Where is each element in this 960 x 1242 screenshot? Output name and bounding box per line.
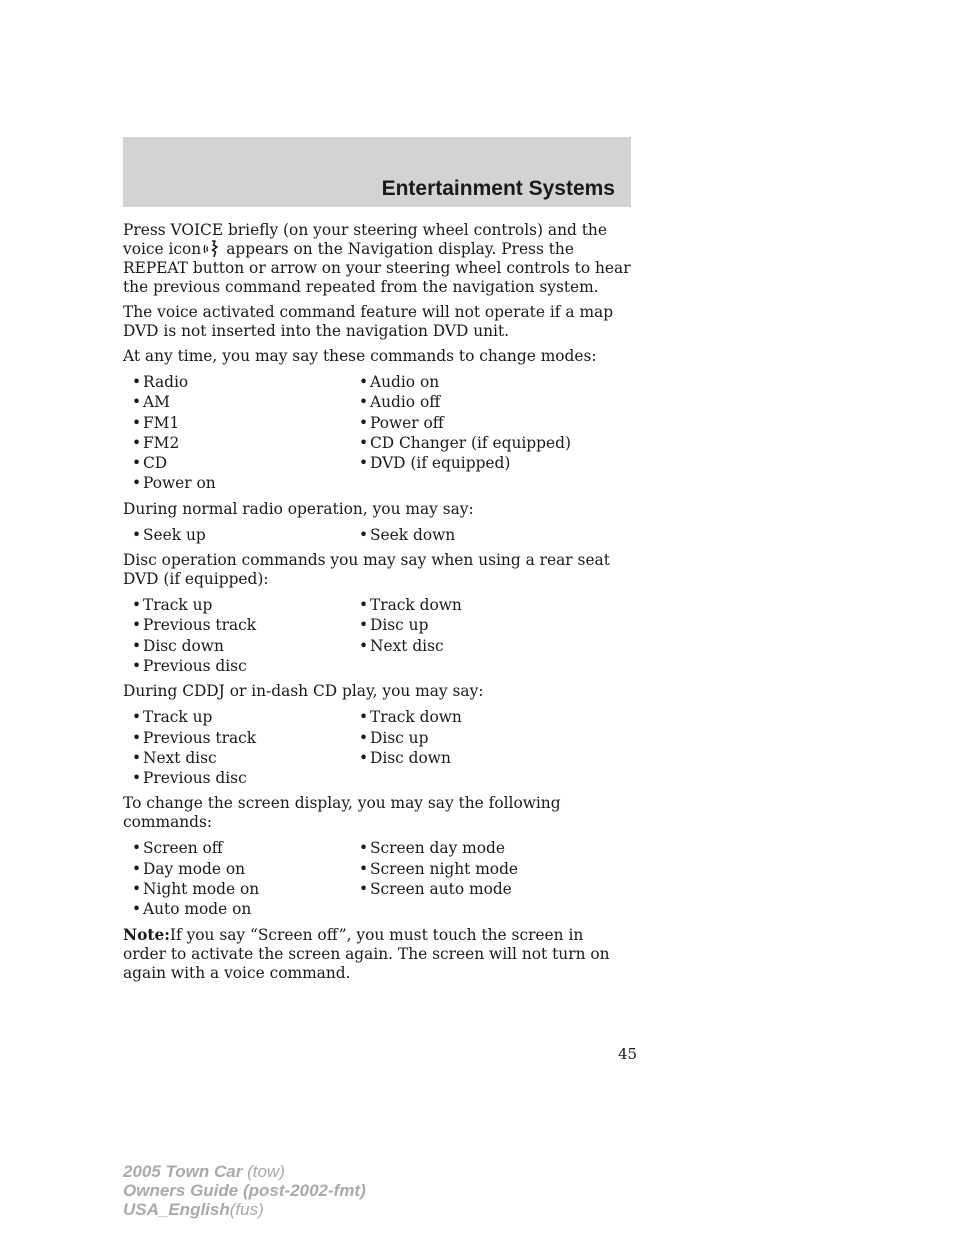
intro-text-after-icon: appears on the Navigation display. Press the REPEAT button or arrow on your steering wheel controls to hear the previous command repeated from the navigation system. xyxy=(123,240,631,296)
bullet-marker: • xyxy=(132,728,142,747)
list-item xyxy=(350,728,610,748)
rear-dvd-commands-list xyxy=(123,595,631,676)
list-item xyxy=(123,636,350,656)
bullet-marker: • xyxy=(359,525,369,544)
footer-line-guide xyxy=(123,1181,366,1200)
list-item xyxy=(123,525,350,545)
list-item-text: Track down xyxy=(370,596,462,615)
list-item xyxy=(350,595,610,615)
list-item-text: Screen off xyxy=(143,839,223,858)
bullet-marker: • xyxy=(132,900,142,919)
list-item xyxy=(123,859,350,879)
list-item xyxy=(350,707,610,727)
bullet-marker: • xyxy=(132,769,142,788)
bullet-marker: • xyxy=(359,839,369,858)
footer-line-model xyxy=(123,1162,366,1181)
bullet-marker: • xyxy=(359,708,369,727)
footer-guide: Owners Guide (post-2002-fmt) xyxy=(123,1181,366,1200)
radio-commands-intro: During normal radio operation, you may say: xyxy=(123,499,474,518)
list-item-text: Audio off xyxy=(370,393,441,412)
list-item-text: Next disc xyxy=(143,748,217,767)
list-item-text: DVD (if equipped) xyxy=(370,454,511,473)
list-item-text: Track up xyxy=(143,708,213,727)
screen-commands-left xyxy=(123,838,350,919)
page-content xyxy=(123,221,631,989)
cddj-commands-right xyxy=(350,707,610,788)
list-item xyxy=(350,859,610,879)
footer-model-code: (tow) xyxy=(247,1162,285,1181)
list-item xyxy=(123,392,350,412)
list-item-text: Disc up xyxy=(370,616,429,635)
list-item xyxy=(123,899,350,919)
list-item xyxy=(350,879,610,899)
list-item-text: Night mode on xyxy=(143,880,260,899)
mode-commands-right xyxy=(350,372,610,494)
list-item xyxy=(123,433,350,453)
intro-paragraph-modes: At any time, you may say these commands to change modes: xyxy=(123,347,597,365)
bullet-marker: • xyxy=(132,525,142,544)
list-item-text: Previous track xyxy=(143,616,257,635)
radio-commands-right xyxy=(350,525,610,545)
bullet-marker: • xyxy=(132,708,142,727)
list-item xyxy=(350,525,610,545)
footer-model: 2005 Town Car xyxy=(123,1162,243,1181)
list-item-text: Seek up xyxy=(143,525,206,544)
bullet-marker: • xyxy=(132,656,142,675)
bullet-marker: • xyxy=(359,373,369,391)
mode-commands-left xyxy=(123,372,350,494)
list-item-text: Screen auto mode xyxy=(370,880,512,899)
screen-commands-right xyxy=(350,838,610,919)
list-item xyxy=(123,707,350,727)
intro-paragraph-voice xyxy=(123,221,631,297)
list-item xyxy=(123,768,350,788)
bullet-marker: • xyxy=(132,413,142,432)
list-item-text: Disc down xyxy=(143,636,224,655)
bullet-marker: • xyxy=(359,748,369,767)
bullet-marker: • xyxy=(132,636,142,655)
bullet-marker: • xyxy=(132,596,142,615)
bullet-marker: • xyxy=(132,859,142,878)
list-item-text: Power on xyxy=(143,474,216,493)
list-item xyxy=(350,453,610,473)
page-number: 45 xyxy=(618,1045,638,1063)
list-item-text: FM1 xyxy=(143,413,180,432)
list-item xyxy=(123,595,350,615)
list-item-text: FM2 xyxy=(143,433,180,452)
bullet-marker: • xyxy=(359,616,369,635)
list-item xyxy=(123,372,350,392)
bullet-marker: • xyxy=(359,859,369,878)
list-item xyxy=(123,453,350,473)
list-item xyxy=(123,838,350,858)
bullet-marker: • xyxy=(132,880,142,899)
list-item-text: Previous disc xyxy=(143,656,247,675)
bullet-marker: • xyxy=(359,393,369,412)
bullet-marker: • xyxy=(132,474,142,493)
radio-commands-list xyxy=(123,525,631,545)
list-item-text: Screen day mode xyxy=(370,839,505,858)
list-item xyxy=(123,656,350,676)
list-item-text: Track down xyxy=(370,708,462,727)
note-paragraph xyxy=(123,926,631,983)
intro-text-before-icon: Press VOICE briefly (on your steering wheel controls) and the voice icon xyxy=(123,221,607,258)
rear-dvd-commands-intro: Disc operation commands you may say when using a rear seat DVD (if equipped): xyxy=(123,551,610,589)
cddj-commands-list xyxy=(123,707,631,788)
list-item-text: Track up xyxy=(143,596,213,615)
bullet-marker: • xyxy=(359,596,369,615)
bullet-marker: • xyxy=(132,393,142,412)
list-item xyxy=(123,748,350,768)
cddj-commands-left xyxy=(123,707,350,788)
intro-paragraph-dvd-required: The voice activated command feature will not operate if a map DVD is not inserted into the navigation DVD unit. xyxy=(123,303,614,340)
list-item-text: Seek down xyxy=(370,525,456,544)
bullet-marker: • xyxy=(132,748,142,767)
list-item-text: Disc down xyxy=(370,748,451,767)
list-item-text: Day mode on xyxy=(143,859,245,878)
list-item-text: Previous disc xyxy=(143,769,247,788)
list-item-text: Audio on xyxy=(370,373,440,391)
footer-language-code: (fus) xyxy=(229,1200,264,1219)
list-item-text: Screen night mode xyxy=(370,859,519,878)
list-item xyxy=(350,392,610,412)
footer-line-language xyxy=(123,1200,366,1219)
list-item-text: Auto mode on xyxy=(143,900,252,919)
list-item xyxy=(350,433,610,453)
list-item xyxy=(350,413,610,433)
list-item-text: Next disc xyxy=(370,636,444,655)
list-item-text: Disc up xyxy=(370,728,429,747)
list-item xyxy=(350,372,610,392)
bullet-marker: • xyxy=(359,880,369,899)
list-item xyxy=(350,748,610,768)
list-item xyxy=(123,615,350,635)
bullet-marker: • xyxy=(132,433,142,452)
list-item xyxy=(123,473,350,493)
list-item-text: Power off xyxy=(370,413,444,432)
document-footer xyxy=(123,1162,366,1219)
rear-dvd-commands-right xyxy=(350,595,610,676)
radio-commands-left xyxy=(123,525,350,545)
list-item xyxy=(123,413,350,433)
bullet-marker: • xyxy=(359,433,369,452)
bullet-marker: • xyxy=(132,839,142,858)
list-item-text: Radio xyxy=(143,373,189,391)
section-header-band xyxy=(123,137,631,207)
bullet-marker: • xyxy=(132,454,142,473)
list-item xyxy=(350,636,610,656)
bullet-marker: • xyxy=(359,454,369,473)
bullet-marker: • xyxy=(359,728,369,747)
note-text: If you say “Screen off”, you must touch the screen in order to activate the screen again. The screen will not turn on again with a voice command. xyxy=(123,925,610,982)
list-item xyxy=(123,879,350,899)
bullet-marker: • xyxy=(359,636,369,655)
list-item-text: CD xyxy=(143,454,168,473)
screen-commands-list xyxy=(123,838,631,919)
list-item xyxy=(123,728,350,748)
cddj-commands-intro: During CDDJ or in-dash CD play, you may say: xyxy=(123,682,484,701)
list-item xyxy=(350,838,610,858)
footer-language: USA_English xyxy=(123,1200,230,1219)
bullet-marker: • xyxy=(132,616,142,635)
bullet-marker: • xyxy=(132,373,142,391)
screen-commands-intro: To change the screen display, you may say the following commands: xyxy=(123,794,561,832)
section-title: Entertainment Systems xyxy=(381,177,615,200)
rear-dvd-commands-left xyxy=(123,595,350,676)
bullet-marker: • xyxy=(359,413,369,432)
note-label: Note: xyxy=(123,925,170,944)
list-item-text: AM xyxy=(143,393,170,412)
list-item-text: CD Changer (if equipped) xyxy=(370,433,571,452)
mode-commands-list xyxy=(123,372,631,494)
list-item-text: Previous track xyxy=(143,728,257,747)
list-item xyxy=(350,615,610,635)
voice-command-icon xyxy=(203,240,223,258)
